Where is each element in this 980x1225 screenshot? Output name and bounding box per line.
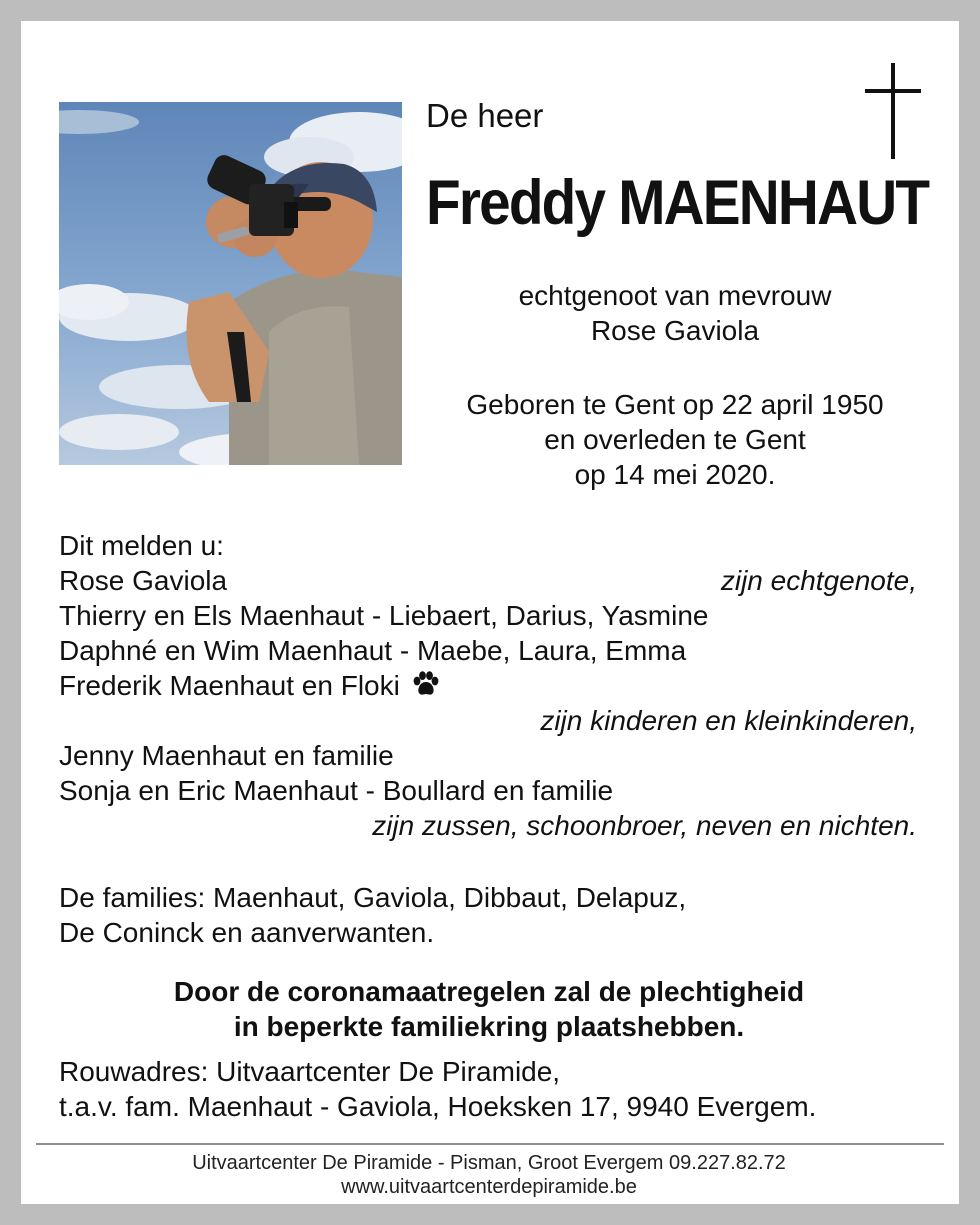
paw-print-icon [412, 671, 440, 697]
birth-line-1: Geboren te Gent op 22 april 1950 [466, 389, 884, 420]
divider [36, 1143, 944, 1145]
funeral-home-info: Uitvaartcenter De Piramide - Pisman, Groot Evergem 09.227.82.72 [192, 1152, 786, 1174]
siblings-role: zijn zussen, schoonbroer, neven en nichten. [372, 810, 917, 841]
notice-line-1: Door de coronamaatregelen zal de plechtigheid [173, 976, 805, 1007]
children-line: Thierry en Els Maenhaut - Liebaert, Darius, Yasmine [59, 600, 709, 631]
announcers-intro: Dit melden u: [59, 530, 224, 561]
deceased-name: Freddy MAENHAUT [426, 168, 929, 238]
spouse-line-1: echtgenoot van mevrouw [518, 280, 832, 311]
children-line: Daphné en Wim Maenhaut - Maebe, Laura, Emma [59, 635, 687, 666]
announcer-spouse-role: zijn echtgenote, [720, 565, 917, 596]
obituary-card [21, 21, 959, 1204]
birth-line-3: op 14 mei 2020. [574, 459, 776, 490]
birth-line-2: en overleden te Gent [544, 424, 806, 455]
children-line-with-pet [59, 668, 440, 703]
ceremony-notice [59, 974, 919, 1044]
address-line-2: t.a.v. fam. Maenhaut - Gaviola, Hoeksken 17, 9940 Evergem. [59, 1091, 817, 1122]
address-line-1: Rouwadres: Uitvaartcenter De Piramide, [59, 1056, 561, 1087]
spouse-info [425, 278, 925, 348]
spouse-line-2: Rose Gaviola [590, 315, 760, 346]
notice-line-2: in beperkte familiekring plaatshebben. [233, 1011, 745, 1042]
children-line: Frederik Maenhaut en Floki [59, 670, 400, 701]
families-line-2: De Coninck en aanverwanten. [59, 917, 435, 948]
children-role: zijn kinderen en kleinkinderen, [540, 705, 917, 736]
funeral-home-website[interactable]: www.uitvaartcenterdepiramide.be [341, 1176, 637, 1198]
sibling-line: Jenny Maenhaut en familie [59, 740, 394, 771]
honorific: De heer [426, 97, 544, 134]
cross-icon [865, 63, 921, 159]
sibling-line: Sonja en Eric Maenhaut - Boullard en familie [59, 775, 614, 806]
birth-death-info [425, 387, 925, 492]
families-line-1: De families: Maenhaut, Gaviola, Dibbaut, Delapuz, [59, 882, 687, 913]
announcer-spouse-name: Rose Gaviola [59, 565, 228, 596]
portrait-photo [59, 102, 402, 465]
